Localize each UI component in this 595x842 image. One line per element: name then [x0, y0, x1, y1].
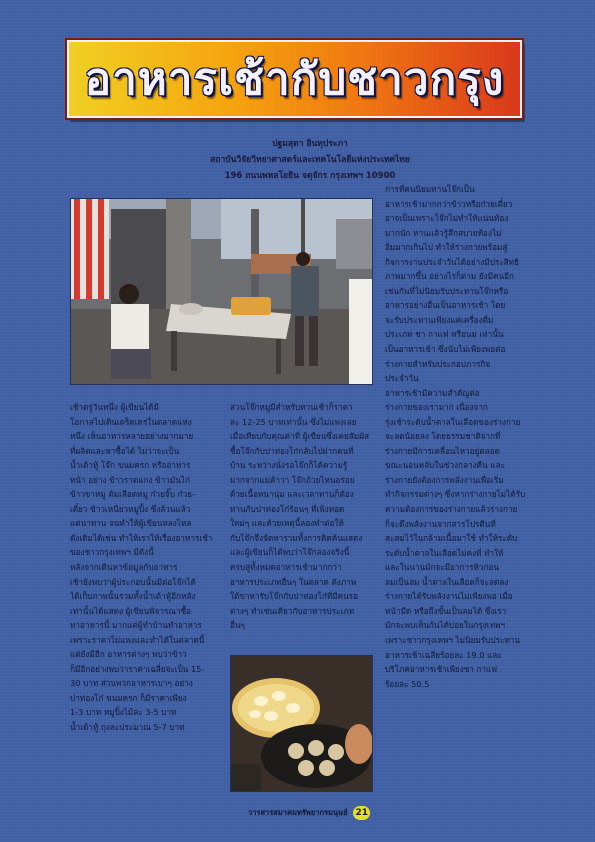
text-line: 30 บาท ส่วนพวกอาหารเบาๆ อย่าง: [70, 678, 193, 689]
text-line: แต่น่าทาน จนทำให้ผู้เขียนหลงไหล: [70, 518, 192, 529]
text-line: และในนานมักจะมีอาการหิวก่อน: [385, 562, 499, 573]
text-line: ร่างกายสำหรับประกอบภารกิจ: [385, 358, 491, 369]
text-line: เท่านั้นได้แสดง ผู้เขียนพิจารณาซื้อ: [70, 605, 192, 616]
text-line: ทำกิจกรรมต่างๆ ซึ่งหากร่างกายไม่ได้รับ: [385, 489, 526, 500]
text-line: สะสมไว้ในกล้ามเนื้อมาใช้ ทำให้ระดับ: [385, 533, 518, 544]
text-line: ได้เก็บภาพนั้นรวมทั้งน้ำเต้าหู้อีกหลัง: [70, 591, 196, 602]
author-name: ปฐมสุดา อินทุประภา: [272, 139, 348, 149]
text-line: รุ่งเช้าระดับน้ำตาลในเลือดของร่างกาย: [385, 416, 521, 427]
text-line: ข้าวขาหมู ต้มเลือดหมู ก๋วยจั๊บ ก๋วย-: [70, 489, 195, 500]
magazine-name: วารสารสมาคมทรัพยากรมนุษย์: [248, 808, 348, 817]
text-line: อิ่มมากเกินไป ทำให้ร่างกายพร้อมสู่: [385, 242, 508, 253]
text-line: ต่างๆ ทำเช่นเดียวกับอาหารประเภท: [230, 605, 355, 616]
text-line: ขณะนอนหลับในช่วงกลางคืน และ: [385, 460, 505, 471]
text-line: อาหารประเภทอื่นๆ ในตลาด ดังภาพ: [230, 576, 357, 587]
text-line: กับโจ๊กจึงจัดหารวมทั้งการคิดค้นแสดง: [230, 532, 363, 543]
text-line: มากจากแม่ค้าว่า โจ๊กถ้วยไหนอร่อย: [230, 474, 355, 485]
food-photo: [230, 655, 373, 792]
text-line: ใต้ขาหารับโจ๊กกับปาท่องโก๋ที่มีคนรอ: [230, 591, 359, 602]
text-line: น้ำเต้าหู้ ถุงละประมาณ 5-7 บาท: [70, 722, 185, 733]
text-line: ครบสู่ทั้งหมดอาหารเช้ามากกว่า: [230, 562, 342, 573]
text-line: หน้ามืด หรือถึงขั้นเป็นลมได้ ซึ่งเรา: [385, 605, 507, 616]
text-line: อาหารอย่างอื่นเป็นอาหารเช้า โดย: [385, 300, 506, 311]
text-line: เตี๋ยว ข้าวเหนียวหมูปิ้ง ซึ่งล้วนแล้ว: [70, 503, 191, 514]
text-line: ความต้องการของร่างกายแล้วร่างกาย: [385, 504, 518, 515]
text-line: ก็จะดึงพลังงานจากสารโปรตีนที่: [385, 518, 496, 529]
text-line: อาหารเช้าเฉลี่ยร้อยละ 19.0 และ: [385, 649, 502, 660]
text-line: เพราะราคาไม่แพงและทำได้ในตลาดนี้: [70, 634, 205, 645]
text-line: ด้วยเนื้อหนานุ่ม และเวลาทานก็ต้อง: [230, 489, 354, 500]
text-line: มักจะพบเห็นกันได้บ่อยในกรุงเทพฯ: [385, 620, 505, 631]
text-line: ประเภท ชา กาแฟ หรือนม เท่านั้น: [385, 329, 504, 340]
text-line: อาหารเช้ามีความสำคัญต่อ: [385, 387, 480, 398]
text-line: โอกาสไปเดินเตร็ดเตร่ในตลาดแห่ง: [70, 416, 192, 427]
text-line: ร้อยละ 50.5: [385, 678, 430, 689]
text-line: อื่นๆ: [230, 620, 245, 631]
text-line: ภาพมากขึ้น อย่างไรก็ตาม ยังมีคนอีก: [385, 271, 514, 282]
author-institute: สถาบันวิจัยวิทยาศาสตร์และเทคโนโลยีแห่งประเทศไทย: [210, 155, 410, 165]
text-line: ประจำวัน: [385, 373, 419, 384]
text-line: ลมเป็นลม น้ำตาลในเลือดก็จะลดลง: [385, 576, 509, 587]
text-line: เป็นอาหารเช้า ซึ่งนับไม่เพียงพอต่อ: [385, 344, 506, 355]
text-line: จะลดน้อยลง โดยธรรมชาติจากที่: [385, 431, 501, 442]
text-line: ซื้อโจ๊กกับปาท่องโก๋กลับไปฝากคนที่: [230, 445, 354, 456]
text-line: ดังเดิมได้เช่น ทำให้เราให้เรื่องอาหารเช้า: [70, 532, 213, 543]
text-line: 1-3 บาท หมูปิ้งไม้ละ 3-5 บาท: [70, 707, 177, 718]
text-line: ร่างกายของเรามาก เนื่องจาก: [385, 402, 488, 413]
text-line: อาหารเช้ามากกว่าข้าวหรือก๋วยเตี๋ยว: [385, 198, 513, 209]
text-line: น้ำเต้าหู้ โจ๊ก ขนมครก หรืออาหาร: [70, 460, 191, 471]
text-line: ของชาวกรุงเทพฯ มีดังนี้: [70, 547, 154, 558]
text-line: เช้าตรู่วันหนึ่ง ผู้เขียนได้มี: [70, 402, 159, 412]
text-line: เช้ายังพบว่าผู้ประกอบนั้นมีต่อโจ๊กได้: [70, 576, 196, 587]
article-title: อาหารเช้ากับชาวกรุง: [84, 54, 505, 105]
text-line: ร่างกายมีการเคลื่อนไหวอยู่ตลอด: [385, 445, 500, 456]
column-left: [70, 400, 220, 735]
column-right: [385, 182, 527, 691]
text-line: ร่างกายได้รับพลังงานไม่เพียงพอ เมื่อ: [385, 591, 513, 602]
text-line: ระดับน้ำตาลในเลือดไม่คงที่ ทำให้: [385, 547, 504, 558]
text-line: อาจเป็นเพราะโจ๊กไม่ทำให้แน่นท้อง: [385, 213, 509, 224]
text-line: บ้าน ระหว่างนั่งรอโจ๊กก็ได้ความรู้: [230, 460, 348, 471]
text-line: หน้า อย่าง ข้าวราดแกง ข้าวมันไก่: [70, 474, 190, 485]
column-middle: [230, 400, 373, 633]
text-line: แต่ยังมีอีก อาหารต่างๆ พบว่าข้าว: [70, 649, 187, 660]
text-line: กิจการงานประจำวันได้อย่างมีประสิทธิ: [385, 256, 520, 267]
text-line: ปาท่องโก๋ ขนมครก ก็มีราคาเพียง: [70, 692, 187, 703]
text-line: เช่นกันที่ไม่นิยมรับประทานโจ๊กหรือ: [385, 285, 509, 296]
text-line: หาอาหารนี้ มากแต่ผู้ทำบ้านทำอาหาร: [70, 620, 202, 631]
market-photo: [70, 198, 373, 385]
text-line: จะรับประทานเพียงแค่เครื่องดื่ม: [385, 314, 494, 325]
text-line: และผู้เขียนก็ได้พบว่าโจ๊กลองจริงนี้: [230, 547, 350, 558]
text-line: เพราะชาวกรุงเทพฯ ไม่นิยมรับประทาน: [385, 634, 520, 645]
text-line: หลังจากเดินหาข้อมูลกับอาหาร: [70, 562, 178, 573]
text-line: ก็มีอีกอย่างพบว่าราคาเฉลี่ยจะเป็น 15-: [70, 663, 205, 674]
title-banner: [67, 40, 522, 118]
text-line: ส่วนโจ๊กหมูมีสำหรับทานเช้าก็ราคา: [230, 402, 353, 412]
page-number: 21: [355, 808, 368, 818]
text-line: การที่คนนิยมทานโจ๊กเป็น: [385, 184, 475, 194]
text-line: ร่างกายยังต้องการพลังงานเพื่อเริ่ม: [385, 474, 504, 485]
author-address: 196 ถนนพหลโยธิน จตุจักร กรุงเทพฯ 10900: [224, 171, 396, 181]
page-footer: [248, 806, 370, 820]
text-line: ละ 12-25 บาทเท่านั้น ซึ่งไม่แพงเลย: [230, 416, 357, 427]
text-line: เมื่อเทียบกับคุณค่าที่ ผู้เขียนซึ่งเคยสัมผัส: [230, 431, 370, 442]
text-line: ทานกับปาท่องโก๋ร้อนๆ ที่เพิ่งทอด: [230, 503, 345, 514]
text-line: บริโภคอาหารเช้าเพียงชา กาแฟ: [385, 664, 498, 675]
text-line: ที่ผลิตและหาซื้อได้ ไม่ว่าจะเป็น: [70, 445, 180, 456]
text-line: หนึ่ง เห็นอาหารหลายอย่างมากมาย: [70, 431, 194, 442]
text-line: ใหม่ๆ และด้วยเหตุนี้ลองทำต่อให้: [230, 518, 344, 529]
text-line: มากนัก ทานแล้วรู้สึกสบายท้องไม่: [385, 227, 502, 238]
